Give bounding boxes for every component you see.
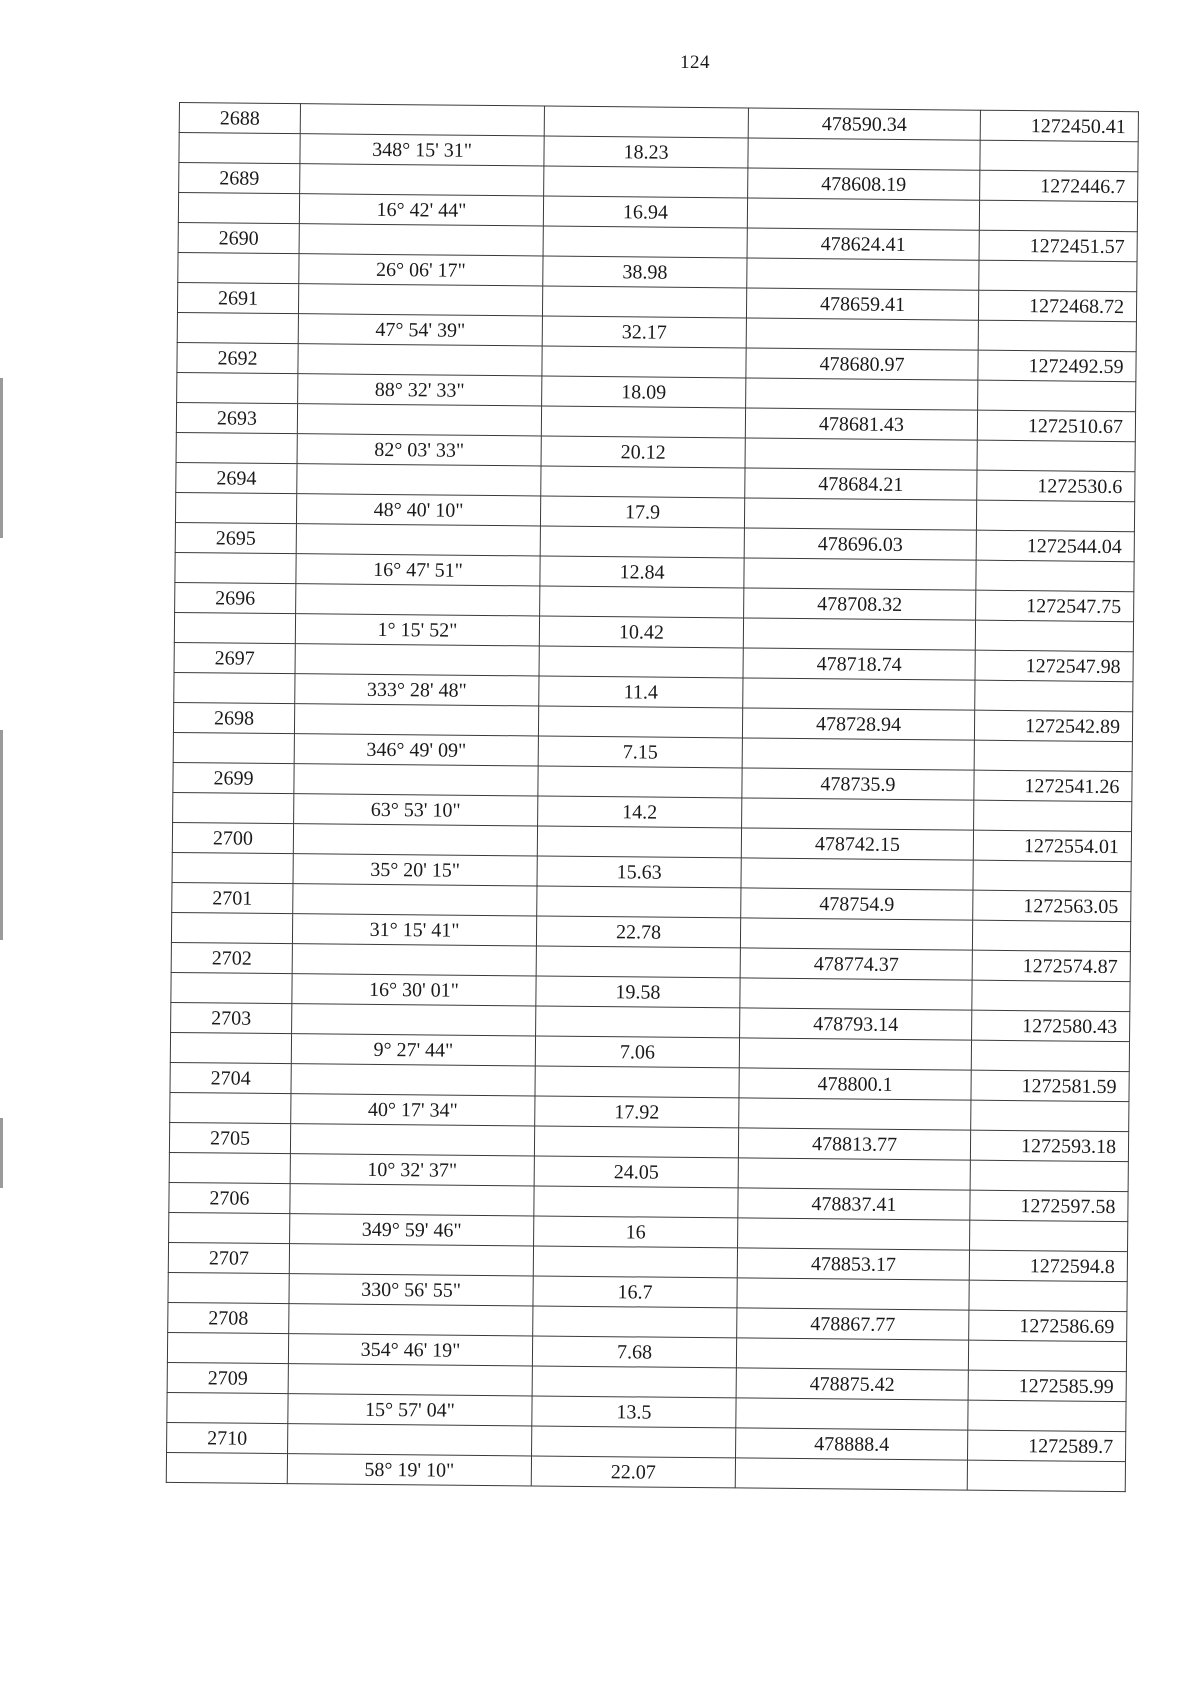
empty-cell — [299, 224, 543, 256]
empty-cell — [746, 318, 978, 350]
point-id-cell: 2710 — [167, 1422, 288, 1453]
y-coordinate-cell: 1272580.43 — [972, 1010, 1130, 1042]
distance-cell: 11.4 — [539, 676, 743, 708]
x-coordinate-cell: 478680.97 — [746, 348, 978, 380]
bearing-angle-cell: 40° 17' 34" — [291, 1094, 535, 1126]
scan-edge-mark — [0, 378, 3, 538]
point-id-cell: 2702 — [171, 942, 292, 973]
bearing-angle-cell: 16° 30' 01" — [292, 974, 536, 1006]
x-coordinate-cell: 478659.41 — [746, 288, 978, 320]
empty-cell — [166, 1452, 287, 1483]
point-id-cell: 2692 — [177, 342, 298, 373]
empty-cell — [170, 1032, 291, 1063]
empty-cell — [292, 944, 536, 976]
x-coordinate-cell: 478684.21 — [745, 468, 977, 500]
bearing-angle-cell: 354° 46' 19" — [288, 1334, 532, 1366]
empty-cell — [543, 226, 747, 258]
x-coordinate-cell: 478800.1 — [739, 1068, 971, 1100]
bearing-angle-cell: 330° 56' 55" — [289, 1274, 533, 1306]
point-id-cell: 2691 — [177, 282, 298, 313]
empty-cell — [540, 586, 744, 618]
bearing-angle-cell: 48° 40' 10" — [296, 494, 540, 526]
y-coordinate-cell: 1272544.04 — [976, 530, 1134, 562]
empty-cell — [177, 372, 298, 403]
empty-cell — [168, 1272, 289, 1303]
bearing-angle-cell: 58° 19' 10" — [287, 1454, 531, 1486]
distance-cell: 14.2 — [538, 796, 742, 828]
empty-cell — [300, 104, 544, 136]
empty-cell — [537, 886, 741, 918]
empty-cell — [739, 1038, 971, 1070]
empty-cell — [294, 704, 538, 736]
y-coordinate-cell: 1272451.57 — [979, 230, 1137, 262]
point-id-cell: 2695 — [175, 522, 296, 553]
y-coordinate-cell: 1272581.59 — [971, 1070, 1129, 1102]
x-coordinate-cell: 478754.9 — [741, 888, 973, 920]
scan-edge-mark — [0, 730, 3, 940]
x-coordinate-cell: 478813.77 — [738, 1128, 970, 1160]
y-coordinate-cell: 1272530.6 — [977, 470, 1135, 502]
y-coordinate-cell: 1272450.41 — [980, 110, 1138, 142]
empty-cell — [542, 286, 746, 318]
bearing-angle-cell: 82° 03' 33" — [297, 434, 541, 466]
empty-cell — [737, 1278, 969, 1310]
empty-cell — [975, 680, 1133, 712]
empty-cell — [177, 312, 298, 343]
distance-cell: 16.94 — [543, 196, 747, 228]
empty-cell — [975, 620, 1133, 652]
empty-cell — [178, 193, 299, 224]
empty-cell — [174, 612, 295, 643]
y-coordinate-cell: 1272586.69 — [969, 1310, 1127, 1342]
empty-cell — [746, 378, 978, 410]
empty-cell — [742, 738, 974, 770]
bearing-angle-cell: 333° 28' 48" — [295, 674, 539, 706]
empty-cell — [747, 258, 979, 290]
empty-cell — [174, 672, 295, 703]
y-coordinate-cell: 1272446.7 — [980, 170, 1138, 202]
empty-cell — [748, 138, 980, 170]
empty-cell — [289, 1244, 533, 1276]
empty-cell — [544, 106, 748, 138]
empty-cell — [538, 766, 742, 798]
point-id-cell: 2693 — [176, 402, 297, 433]
empty-cell — [972, 980, 1130, 1012]
x-coordinate-cell: 478888.4 — [736, 1428, 968, 1460]
empty-cell — [169, 1152, 290, 1183]
x-coordinate-cell: 478793.14 — [740, 1008, 972, 1040]
empty-cell — [535, 1066, 739, 1098]
y-coordinate-cell: 1272597.58 — [970, 1190, 1128, 1222]
x-coordinate-cell: 478681.43 — [745, 408, 977, 440]
empty-cell — [290, 1184, 534, 1216]
bearing-angle-cell: 348° 15' 31" — [300, 134, 544, 166]
distance-cell: 18.23 — [544, 136, 748, 168]
distance-cell: 12.84 — [540, 556, 744, 588]
empty-cell — [534, 1126, 738, 1158]
empty-cell — [534, 1186, 738, 1218]
empty-cell — [740, 978, 972, 1010]
coordinate-table — [166, 102, 1139, 1492]
empty-cell — [541, 466, 745, 498]
bearing-angle-cell: 26° 06' 17" — [299, 254, 543, 286]
point-id-cell: 2700 — [172, 822, 293, 853]
x-coordinate-cell: 478867.77 — [737, 1308, 969, 1340]
empty-cell — [541, 406, 745, 438]
page-number: 124 — [680, 52, 710, 73]
empty-cell — [542, 346, 746, 378]
y-coordinate-cell: 1272542.89 — [974, 710, 1132, 742]
y-coordinate-cell: 1272585.99 — [968, 1370, 1126, 1402]
empty-cell — [532, 1426, 736, 1458]
bearing-angle-cell: 35° 20' 15" — [293, 854, 537, 886]
empty-cell — [170, 1092, 291, 1123]
x-coordinate-cell: 478608.19 — [748, 168, 980, 200]
empty-cell — [974, 740, 1132, 772]
empty-cell — [972, 920, 1130, 952]
empty-cell — [536, 1006, 740, 1038]
empty-cell — [970, 1160, 1128, 1192]
point-id-cell: 2706 — [169, 1182, 290, 1213]
bearing-angle-cell: 15° 57' 04" — [288, 1394, 532, 1426]
distance-cell: 10.42 — [539, 616, 743, 648]
y-coordinate-cell: 1272574.87 — [972, 950, 1130, 982]
empty-cell — [978, 320, 1136, 352]
bearing-angle-cell: 63° 53' 10" — [294, 794, 538, 826]
empty-cell — [532, 1366, 736, 1398]
empty-cell — [293, 824, 537, 856]
empty-cell — [297, 464, 541, 496]
y-coordinate-cell: 1272547.98 — [975, 650, 1133, 682]
empty-cell — [979, 260, 1137, 292]
empty-cell — [179, 133, 300, 164]
empty-cell — [735, 1458, 967, 1490]
point-id-cell: 2694 — [176, 462, 297, 493]
coordinate-table-body — [166, 103, 1138, 1492]
empty-cell — [740, 918, 972, 950]
empty-cell — [291, 1064, 535, 1096]
distance-cell: 17.92 — [535, 1096, 739, 1128]
x-coordinate-cell: 478696.03 — [744, 528, 976, 560]
empty-cell — [979, 200, 1137, 232]
point-id-cell: 2708 — [168, 1302, 289, 1333]
empty-cell — [976, 500, 1134, 532]
x-coordinate-cell: 478708.32 — [744, 588, 976, 620]
distance-cell: 17.9 — [540, 496, 744, 528]
empty-cell — [172, 852, 293, 883]
x-coordinate-cell: 478837.41 — [738, 1188, 970, 1220]
empty-cell — [738, 1218, 970, 1250]
bearing-angle-cell: 88° 32' 33" — [298, 374, 542, 406]
distance-cell: 22.07 — [531, 1456, 735, 1488]
distance-cell: 7.06 — [535, 1036, 739, 1068]
point-id-cell: 2689 — [179, 163, 300, 194]
empty-cell — [298, 344, 542, 376]
empty-cell — [293, 884, 537, 916]
x-coordinate-cell: 478728.94 — [742, 708, 974, 740]
empty-cell — [178, 252, 299, 283]
point-id-cell: 2690 — [178, 222, 299, 253]
empty-cell — [537, 826, 741, 858]
point-id-cell: 2704 — [170, 1062, 291, 1093]
empty-cell — [536, 946, 740, 978]
point-id-cell: 2688 — [179, 103, 300, 134]
y-coordinate-cell: 1272554.01 — [973, 830, 1131, 862]
empty-cell — [288, 1424, 532, 1456]
empty-cell — [175, 552, 296, 583]
empty-cell — [973, 860, 1131, 892]
distance-cell: 13.5 — [532, 1396, 736, 1428]
distance-cell: 18.09 — [542, 376, 746, 408]
empty-cell — [971, 1100, 1129, 1132]
empty-cell — [971, 1040, 1129, 1072]
distance-cell: 7.68 — [532, 1336, 736, 1368]
x-coordinate-cell: 478742.15 — [741, 828, 973, 860]
empty-cell — [743, 618, 975, 650]
empty-cell — [533, 1246, 737, 1278]
distance-cell: 20.12 — [541, 436, 745, 468]
empty-cell — [741, 858, 973, 890]
point-id-cell: 2701 — [172, 882, 293, 913]
empty-cell — [967, 1460, 1125, 1492]
empty-cell — [176, 432, 297, 463]
distance-cell: 24.05 — [534, 1156, 738, 1188]
point-id-cell: 2696 — [175, 582, 296, 613]
bearing-angle-cell: 346° 49' 09" — [294, 734, 538, 766]
empty-cell — [167, 1332, 288, 1363]
point-id-cell: 2703 — [171, 1002, 292, 1033]
empty-cell — [980, 140, 1138, 172]
empty-cell — [747, 198, 979, 230]
empty-cell — [738, 1158, 970, 1190]
x-coordinate-cell: 478718.74 — [743, 648, 975, 680]
empty-cell — [974, 800, 1132, 832]
empty-cell — [544, 166, 748, 198]
y-coordinate-cell: 1272547.75 — [976, 590, 1134, 622]
distance-cell: 22.78 — [536, 916, 740, 948]
bearing-angle-cell: 9° 27' 44" — [291, 1034, 535, 1066]
empty-cell — [736, 1398, 968, 1430]
distance-cell: 19.58 — [536, 976, 740, 1008]
empty-cell — [169, 1212, 290, 1243]
empty-cell — [533, 1306, 737, 1338]
empty-cell — [540, 526, 744, 558]
empty-cell — [296, 584, 540, 616]
empty-cell — [295, 644, 539, 676]
empty-cell — [290, 1124, 534, 1156]
bearing-angle-cell: 31° 15' 41" — [292, 914, 536, 946]
empty-cell — [970, 1220, 1128, 1252]
empty-cell — [167, 1392, 288, 1423]
empty-cell — [171, 912, 292, 943]
empty-cell — [288, 1364, 532, 1396]
distance-cell: 38.98 — [543, 256, 747, 288]
empty-cell — [744, 498, 976, 530]
x-coordinate-cell: 478735.9 — [742, 768, 974, 800]
empty-cell — [298, 284, 542, 316]
empty-cell — [538, 706, 742, 738]
empty-cell — [736, 1338, 968, 1370]
empty-cell — [977, 440, 1135, 472]
empty-cell — [744, 558, 976, 590]
y-coordinate-cell: 1272594.8 — [969, 1250, 1127, 1282]
empty-cell — [976, 560, 1134, 592]
empty-cell — [745, 438, 977, 470]
y-coordinate-cell: 1272593.18 — [970, 1130, 1128, 1162]
y-coordinate-cell: 1272589.7 — [967, 1430, 1125, 1462]
point-id-cell: 2699 — [173, 762, 294, 793]
bearing-angle-cell: 349° 59' 46" — [290, 1214, 534, 1246]
point-id-cell: 2698 — [173, 702, 294, 733]
point-id-cell: 2709 — [167, 1362, 288, 1393]
empty-cell — [968, 1340, 1126, 1372]
distance-cell: 16.7 — [533, 1276, 737, 1308]
y-coordinate-cell: 1272492.59 — [978, 350, 1136, 382]
x-coordinate-cell: 478853.17 — [737, 1248, 969, 1280]
y-coordinate-cell: 1272468.72 — [978, 290, 1136, 322]
bearing-angle-cell: 10° 32' 37" — [290, 1154, 534, 1186]
x-coordinate-cell: 478875.42 — [736, 1368, 968, 1400]
empty-cell — [173, 792, 294, 823]
empty-cell — [289, 1304, 533, 1336]
scan-edge-mark — [0, 1118, 3, 1188]
point-id-cell: 2705 — [169, 1122, 290, 1153]
empty-cell — [743, 678, 975, 710]
bearing-angle-cell: 47° 54' 39" — [298, 314, 542, 346]
y-coordinate-cell: 1272563.05 — [973, 890, 1131, 922]
bearing-angle-cell: 16° 47' 51" — [296, 554, 540, 586]
empty-cell — [175, 492, 296, 523]
point-id-cell: 2707 — [168, 1242, 289, 1273]
empty-cell — [171, 972, 292, 1003]
y-coordinate-cell: 1272510.67 — [977, 410, 1135, 442]
empty-cell — [296, 524, 540, 556]
distance-cell: 15.63 — [537, 856, 741, 888]
empty-cell — [742, 798, 974, 830]
empty-cell — [292, 1004, 536, 1036]
x-coordinate-cell: 478774.37 — [740, 948, 972, 980]
empty-cell — [539, 646, 743, 678]
empty-cell — [294, 764, 538, 796]
x-coordinate-cell: 478590.34 — [748, 108, 980, 140]
distance-cell: 7.15 — [538, 736, 742, 768]
y-coordinate-cell: 1272541.26 — [974, 770, 1132, 802]
x-coordinate-cell: 478624.41 — [747, 228, 979, 260]
bearing-angle-cell: 1° 15' 52" — [295, 614, 539, 646]
empty-cell — [297, 404, 541, 436]
empty-cell — [173, 732, 294, 763]
empty-cell — [968, 1400, 1126, 1432]
distance-cell: 16 — [534, 1216, 738, 1248]
empty-cell — [978, 380, 1136, 412]
empty-cell — [969, 1280, 1127, 1312]
empty-cell — [300, 164, 544, 196]
distance-cell: 32.17 — [542, 316, 746, 348]
empty-cell — [739, 1098, 971, 1130]
bearing-angle-cell: 16° 42' 44" — [299, 194, 543, 226]
point-id-cell: 2697 — [174, 642, 295, 673]
